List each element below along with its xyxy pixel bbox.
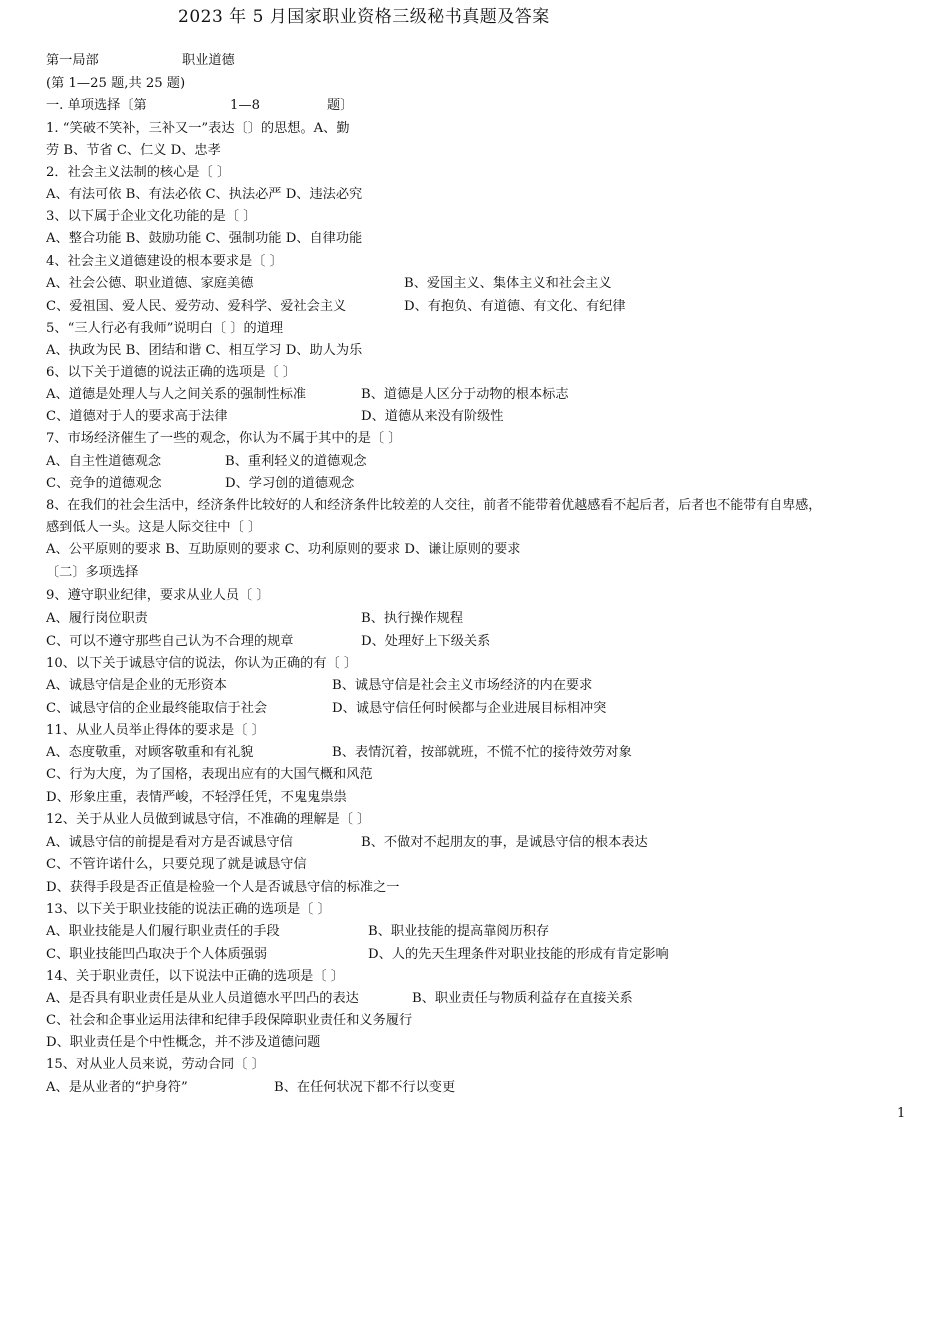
question-8-line-1: 8、在我们的社会生活中，经济条件比较好的人和经济条件比较差的人交往，前者不能带着优越感看不起后者，后者也不能带有自卑感， xyxy=(46,498,822,513)
question-6-options-cd xyxy=(46,408,504,426)
option-a: A、诚恳守信是企业的无形资本 xyxy=(46,678,227,693)
question-11-option-d: D、形象庄重，表情严峻，不轻浮任凭，不鬼鬼祟祟 xyxy=(46,790,347,805)
option-a: A、态度敬重，对顾客敬重和有礼貌 xyxy=(46,745,254,760)
question-14-options-ab xyxy=(46,990,633,1008)
document-title: 2023 年 5 月国家职业资格三级秘书真题及答案 xyxy=(178,7,550,27)
question-8-line-2: 感到低人一头。这是人际交往中〔 〕 xyxy=(46,520,262,535)
option-b: B、执行操作规程 xyxy=(361,611,464,626)
part-name: 职业道德 xyxy=(182,53,235,68)
option-a: A、是从业者的“护身符” xyxy=(46,1080,188,1095)
section-prefix: 一. 单项选择〔第 xyxy=(46,98,147,113)
question-13-options-ab xyxy=(46,923,550,941)
section-heading-single xyxy=(46,97,354,115)
section-heading-multiple: 〔二〕多项选择 xyxy=(46,565,139,580)
option-d: D、诚恳守信任何时候都与企业进展目标相冲突 xyxy=(332,701,607,716)
option-a: A、道德是处理人与人之间关系的强制性标准 xyxy=(46,387,307,402)
option-a: A、是否具有职业责任是从业人员道德水平凹凸的表达 xyxy=(46,991,359,1006)
option-b: B、道德是人区分于动物的根本标志 xyxy=(361,387,569,402)
question-12-option-c: C、不管许诺什么，只要兑现了就是诚恳守信 xyxy=(46,857,307,872)
question-7-options-cd xyxy=(46,475,355,493)
question-8-options: A、公平原则的要求 B、互助原则的要求 C、功利原则的要求 D、谦让原则的要求 xyxy=(46,542,521,557)
question-7-options-ab xyxy=(46,453,367,471)
option-d: D、道德从来没有阶级性 xyxy=(361,409,504,424)
question-12: 12、关于从业人员做到诚恳守信，不准确的理解是〔 〕 xyxy=(46,812,371,827)
question-3-options: A、整合功能 B、鼓励功能 C、强制功能 D、自律功能 xyxy=(46,231,363,246)
question-4-options-ab xyxy=(46,275,612,293)
question-12-options-ab xyxy=(46,834,648,852)
question-10-options-ab xyxy=(46,677,593,695)
question-6: 6、以下关于道德的说法正确的选项是〔 〕 xyxy=(46,365,296,380)
question-9-options-cd xyxy=(46,633,491,651)
option-d: D、学习创的道德观念 xyxy=(225,476,355,491)
section-suffix: 题〕 xyxy=(327,98,354,113)
option-a: A、社会公德、职业道德、家庭美德 xyxy=(46,276,254,291)
option-c: C、可以不遵守那些自己认为不合理的规章 xyxy=(46,634,294,649)
question-2: 2．社会主义法制的核心是〔 〕 xyxy=(46,165,231,180)
option-a: A、职业技能是人们履行职业责任的手段 xyxy=(46,924,280,939)
question-1-line-1: 1. “笑破不笑补，三补又一”表达〔〕的思想。A、勤 xyxy=(46,121,350,136)
question-9: 9、遵守职业纪律，要求从业人员〔 〕 xyxy=(46,588,270,603)
option-b: B、不做对不起朋友的事，是诚恳守信的根本表达 xyxy=(361,835,648,850)
question-15: 15、对从业人员来说，劳动合同〔 〕 xyxy=(46,1057,265,1072)
option-b: B、重利轻义的道德观念 xyxy=(225,454,367,469)
option-c: C、竞争的道德观念 xyxy=(46,476,162,491)
question-10: 10、以下关于诚恳守信的说法，你认为正确的有〔 〕 xyxy=(46,656,358,671)
option-a: A、自主性道德观念 xyxy=(46,454,162,469)
question-1-line-2: 劳 B、节省 C、仁义 D、忠孝 xyxy=(46,143,221,158)
option-b: B、诚恳守信是社会主义市场经济的内在要求 xyxy=(332,678,593,693)
option-b: B、表情沉着，按部就班，不慌不忙的接待效劳对象 xyxy=(332,745,632,760)
page-number: 1 xyxy=(897,1106,906,1121)
question-5-options: A、执政为民 B、团结和谐 C、相互学习 D、助人为乐 xyxy=(46,343,363,358)
question-13-options-cd xyxy=(46,946,669,964)
question-9-options-ab xyxy=(46,610,464,628)
question-10-options-cd xyxy=(46,700,607,718)
option-d: D、有抱负、有道德、有文化、有纪律 xyxy=(404,299,626,314)
option-c: C、爱祖国、爱人民、爱劳动、爱科学、爱社会主义 xyxy=(46,299,347,314)
question-11: 11、从业人员举止得体的要求是〔 〕 xyxy=(46,723,265,738)
part-label: 第一局部 xyxy=(46,53,99,68)
option-b: B、爱国主义、集体主义和社会主义 xyxy=(404,276,612,291)
question-4-options-cd xyxy=(46,298,626,316)
option-d: D、人的先天生理条件对职业技能的形成有肯定影响 xyxy=(368,947,669,962)
question-7: 7、市场经济催生了一些的观念，你认为不属于其中的是〔 〕 xyxy=(46,431,402,446)
question-14: 14、关于职业责任，以下说法中正确的选项是〔 〕 xyxy=(46,969,344,984)
question-14-option-c: C、社会和企事业运用法律和纪律手段保障职业责任和义务履行 xyxy=(46,1013,413,1028)
question-3: 3、以下属于企业文化功能的是〔 〕 xyxy=(46,209,257,224)
option-d: D、处理好上下级关系 xyxy=(361,634,491,649)
option-a: A、履行岗位职责 xyxy=(46,611,148,626)
option-c: C、职业技能凹凸取决于个人体质强弱 xyxy=(46,947,268,962)
option-c: C、诚恳守信的企业最终能取信于社会 xyxy=(46,701,268,716)
question-13: 13、以下关于职业技能的说法正确的选项是〔 〕 xyxy=(46,902,331,917)
question-4: 4、社会主义道德建设的根本要求是〔 〕 xyxy=(46,254,283,269)
option-a: A、诚恳守信的前提是看对方是否诚恳守信 xyxy=(46,835,293,850)
question-15-options-ab xyxy=(46,1079,456,1097)
option-b: B、职业技能的提高靠阅历积存 xyxy=(368,924,550,939)
part-heading xyxy=(46,52,235,70)
option-b: B、职业责任与物质利益存在直接关系 xyxy=(412,991,633,1006)
question-11-option-c: C、行为大度，为了国格，表现出应有的大国气概和风范 xyxy=(46,767,373,782)
section-range: 1—8 xyxy=(230,98,260,113)
question-14-option-d: D、职业责任是个中性概念，并不涉及道德问题 xyxy=(46,1035,321,1050)
question-12-option-d: D、获得手段是否正值是检验一个人是否诚恳守信的标准之一 xyxy=(46,880,400,895)
option-b: B、在任何状况下都不行以变更 xyxy=(274,1080,456,1095)
question-11-options-ab xyxy=(46,744,632,762)
range-note: (第 1—25 题,共 25 题) xyxy=(46,76,186,91)
option-c: C、道德对于人的要求高于法律 xyxy=(46,409,228,424)
question-6-options-ab xyxy=(46,386,569,404)
question-5: 5、“三人行必有我师”说明白〔 〕的道理 xyxy=(46,321,284,336)
question-2-options: A、有法可依 B、有法必依 C、执法必严 D、违法必究 xyxy=(46,187,363,202)
